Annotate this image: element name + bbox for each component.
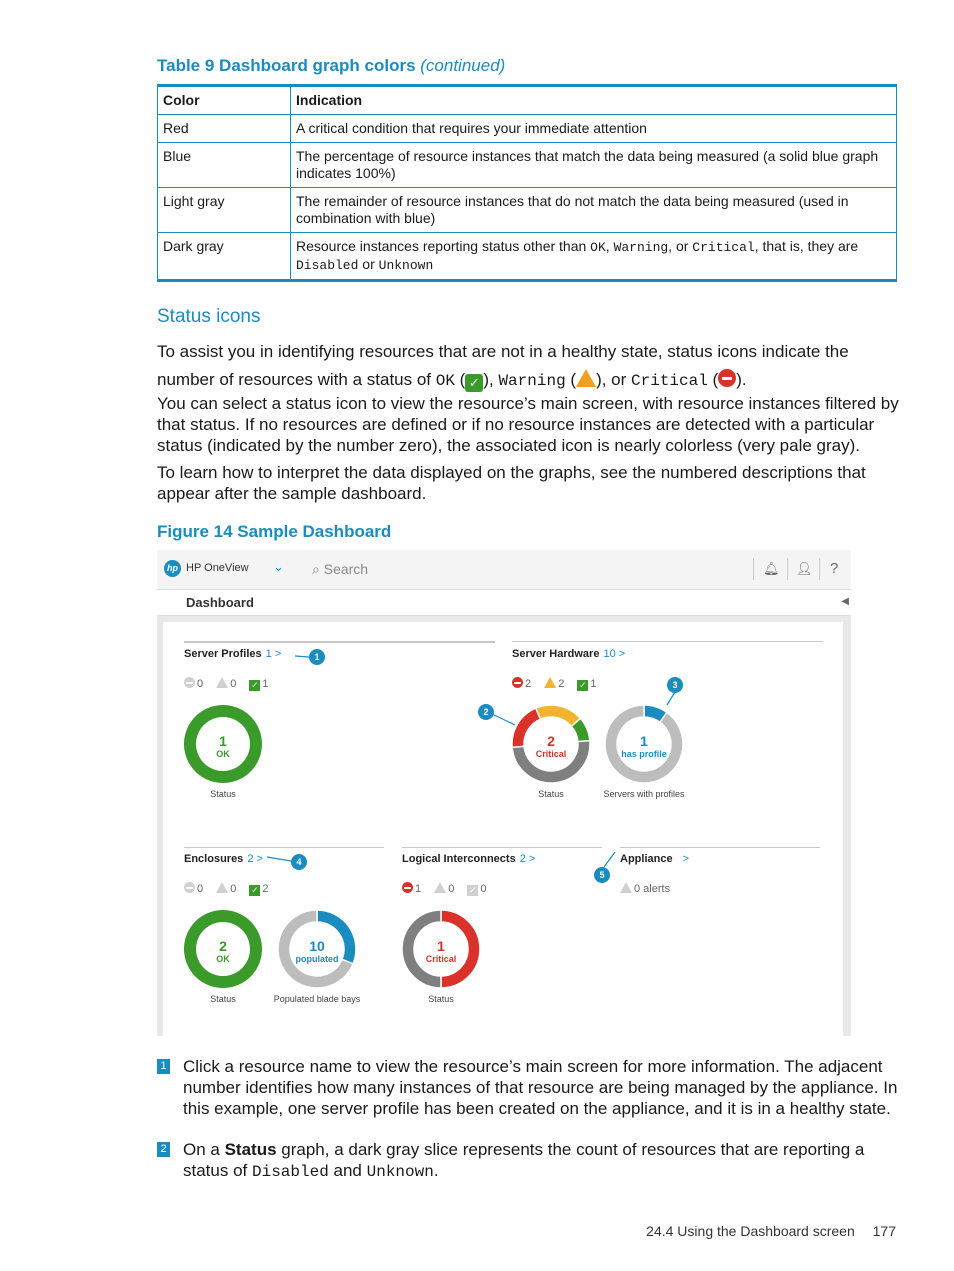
- figure-caption: Figure 14 Sample Dashboard: [157, 522, 392, 541]
- callout-badge: 1: [309, 649, 325, 665]
- text-segment: ,: [605, 238, 614, 254]
- donut-caption: Status: [210, 789, 236, 799]
- table-row: [158, 188, 897, 233]
- text-segment: , or: [668, 238, 693, 254]
- donut-sublabel: populated: [295, 954, 339, 964]
- callout-text: Click a resource name to view the resource’s main screen for more information. The adjacent number identifies how many instances of that resource are being managed by the appliance. In this example, one server profile has been created on the appliance, and it is in a healthy state.: [183, 1057, 898, 1118]
- leader-line: [667, 692, 675, 705]
- header-indication: Indication: [291, 86, 897, 115]
- code-disabled: Disabled: [251, 1163, 329, 1181]
- text-segment: Resource instances reporting status other than: [296, 238, 591, 254]
- donut-caption: Servers with profiles: [603, 789, 685, 799]
- donut-sublabel: OK: [216, 749, 230, 759]
- donut-sublabel: Critical: [425, 954, 457, 964]
- code-warning: Warning: [613, 240, 669, 255]
- user-icon[interactable]: 👤︎: [796, 561, 813, 576]
- top-bar: [157, 550, 851, 590]
- critical-status-icon: [718, 369, 736, 387]
- text-segment: (: [707, 370, 719, 389]
- dashboard-panel: [163, 622, 843, 1036]
- app-name[interactable]: HP OneView: [186, 562, 249, 574]
- ok-icon: ✓: [251, 680, 259, 690]
- chevron-down-icon[interactable]: ⌄: [273, 559, 284, 574]
- text-segment: and: [328, 1161, 367, 1180]
- code-ok: OK: [590, 240, 606, 255]
- text-segment: or: [358, 256, 379, 272]
- collapse-arrow-icon[interactable]: ◀: [841, 596, 849, 607]
- hp-logo-icon: hp: [164, 560, 181, 577]
- ok-icon: ✓: [579, 680, 587, 690]
- ok-count: 0: [480, 883, 487, 895]
- critical-count: 2: [525, 678, 532, 690]
- ok-count: 2: [262, 883, 269, 895]
- text-segment: ).: [736, 370, 747, 389]
- donut-caption: Status: [538, 789, 564, 799]
- code-unknown: Unknown: [378, 258, 434, 273]
- text-segment: , that is, they are: [754, 238, 859, 254]
- text-segment: .: [433, 1161, 439, 1180]
- table-caption-title: Table 9 Dashboard graph colors: [157, 56, 416, 75]
- text-segment: On a: [183, 1140, 225, 1159]
- table-row: [158, 233, 897, 281]
- critical-count: 1: [415, 883, 422, 895]
- footer-section: 24.4 Using the Dashboard screen: [646, 1223, 855, 1239]
- text-segment: ), or: [596, 370, 632, 389]
- donut-value: 10: [309, 938, 325, 954]
- section-title: Logical Interconnects: [402, 853, 516, 865]
- table-row: [158, 143, 897, 188]
- section-count: 10 >: [603, 648, 626, 660]
- header-color: Color: [158, 86, 291, 115]
- section-title: Server Profiles: [184, 648, 262, 660]
- color-table: [157, 84, 897, 282]
- donut-value: 1: [640, 733, 648, 749]
- page-title: Dashboard: [186, 595, 254, 610]
- text-bold: Status: [224, 1140, 277, 1159]
- donut-value: 1: [437, 938, 445, 954]
- warning-count: 2: [558, 678, 565, 690]
- warning-count: 0: [230, 678, 237, 690]
- donut-value: 2: [219, 938, 227, 954]
- callout-badge: 2: [478, 704, 494, 720]
- search-icon: ⌕: [312, 561, 320, 577]
- section-count: >: [682, 853, 690, 865]
- donut-value: 1: [219, 733, 227, 749]
- divider: [819, 558, 820, 580]
- ok-status-icon: ✓: [465, 374, 483, 392]
- cell-color: Light gray: [158, 188, 291, 233]
- text-segment: graph, a dark gray slice represents the count of resources that are reporting a status of: [183, 1140, 865, 1180]
- leader-line: [295, 656, 309, 657]
- section-title: Appliance: [620, 853, 673, 865]
- warning-count: 0: [448, 883, 455, 895]
- paragraph-status-icons: [157, 338, 899, 395]
- callout-number: 2: [157, 1142, 170, 1157]
- warning-count: 0: [230, 883, 237, 895]
- page-footer: [632, 1223, 896, 1239]
- text-segment: ),: [483, 370, 499, 389]
- section-count: 1 >: [265, 648, 282, 660]
- donut-sublabel: Critical: [535, 749, 567, 759]
- section-title: Server Hardware: [512, 648, 600, 660]
- code-unknown: Unknown: [366, 1163, 434, 1181]
- donut-value: 2: [547, 733, 555, 749]
- bell-icon[interactable]: 🔔︎: [763, 561, 780, 576]
- cell-indication: A critical condition that requires your immediate attention: [291, 115, 897, 143]
- leader-line: [492, 714, 515, 725]
- callout-badge: 3: [667, 677, 683, 693]
- table-caption-note: (continued): [420, 56, 506, 75]
- donut-caption: Populated blade bays: [273, 994, 361, 1004]
- cell-color: Red: [158, 115, 291, 143]
- warning-status-icon: [576, 369, 596, 387]
- alert-count: 0 alerts: [634, 883, 671, 895]
- ok-count: 1: [590, 678, 597, 690]
- text-segment: (: [454, 370, 466, 389]
- search-placeholder: Search: [323, 561, 369, 577]
- paragraph-learn-more: To learn how to interpret the data displayed on the graphs, see the numbered descriptions that appear after the sample dashboard.: [157, 463, 866, 503]
- ok-count: 1: [262, 678, 269, 690]
- section-title: Enclosures: [184, 853, 244, 865]
- code-ok: OK: [435, 372, 455, 390]
- search-box[interactable]: [312, 561, 368, 578]
- critical-count: 0: [197, 678, 204, 690]
- table-row: [158, 115, 897, 143]
- text-segment: (: [565, 370, 577, 389]
- callout-2: [157, 1139, 899, 1183]
- leader-line: [604, 852, 615, 867]
- callout-badge: 4: [291, 854, 307, 870]
- table-header-row: [158, 86, 897, 115]
- code-warning: Warning: [498, 372, 566, 390]
- code-critical: Critical: [631, 372, 708, 390]
- divider: [787, 558, 788, 580]
- callout-1: [157, 1056, 899, 1119]
- callout-badge: 5: [594, 867, 610, 883]
- section-count: 2 >: [247, 853, 263, 865]
- critical-count: 0: [197, 883, 204, 895]
- code-critical: Critical: [692, 240, 755, 255]
- divider: [753, 558, 754, 580]
- sample-dashboard: [157, 550, 851, 1036]
- ok-icon: ✓: [251, 885, 259, 895]
- donut-sublabel: OK: [216, 954, 230, 964]
- cell-indication: The percentage of resource instances that match the data being measured (a solid blue graph indicates 100%): [291, 143, 897, 188]
- code-disabled: Disabled: [296, 258, 359, 273]
- text-segment: To assist you in identifying resources that are not in a healthy state, status icons indicate the number of resources with a status of: [157, 342, 849, 389]
- table-caption: [157, 56, 505, 76]
- paragraph-select-icon: You can select a status icon to view the resource’s main screen, with resource instances filtered by that status. If no resources are defined or if no resource instances are detected with a particular status (indicated by the number zero), the associated icon is nearly colorless (very pale gray).: [157, 394, 899, 455]
- callout-number: 1: [157, 1059, 170, 1074]
- callout-leader-lines: [163, 622, 843, 1036]
- donut-caption: Status: [210, 994, 236, 1004]
- donut-sublabel: has profile: [621, 749, 667, 759]
- cell-indication: The remainder of resource instances that do not match the data being measured (used in combination with blue): [291, 188, 897, 233]
- page-number: 177: [872, 1223, 896, 1239]
- leader-line: [267, 857, 291, 861]
- page-header: [157, 590, 851, 616]
- cell-indication: [291, 233, 897, 281]
- cell-color: Blue: [158, 143, 291, 188]
- donut-caption: Status: [428, 994, 454, 1004]
- section-count: 2 >: [519, 853, 536, 865]
- cell-color: Dark gray: [158, 233, 291, 281]
- section-heading: Status icons: [157, 306, 261, 327]
- ok-icon: ✓: [469, 885, 477, 895]
- help-icon[interactable]: ?: [830, 560, 839, 577]
